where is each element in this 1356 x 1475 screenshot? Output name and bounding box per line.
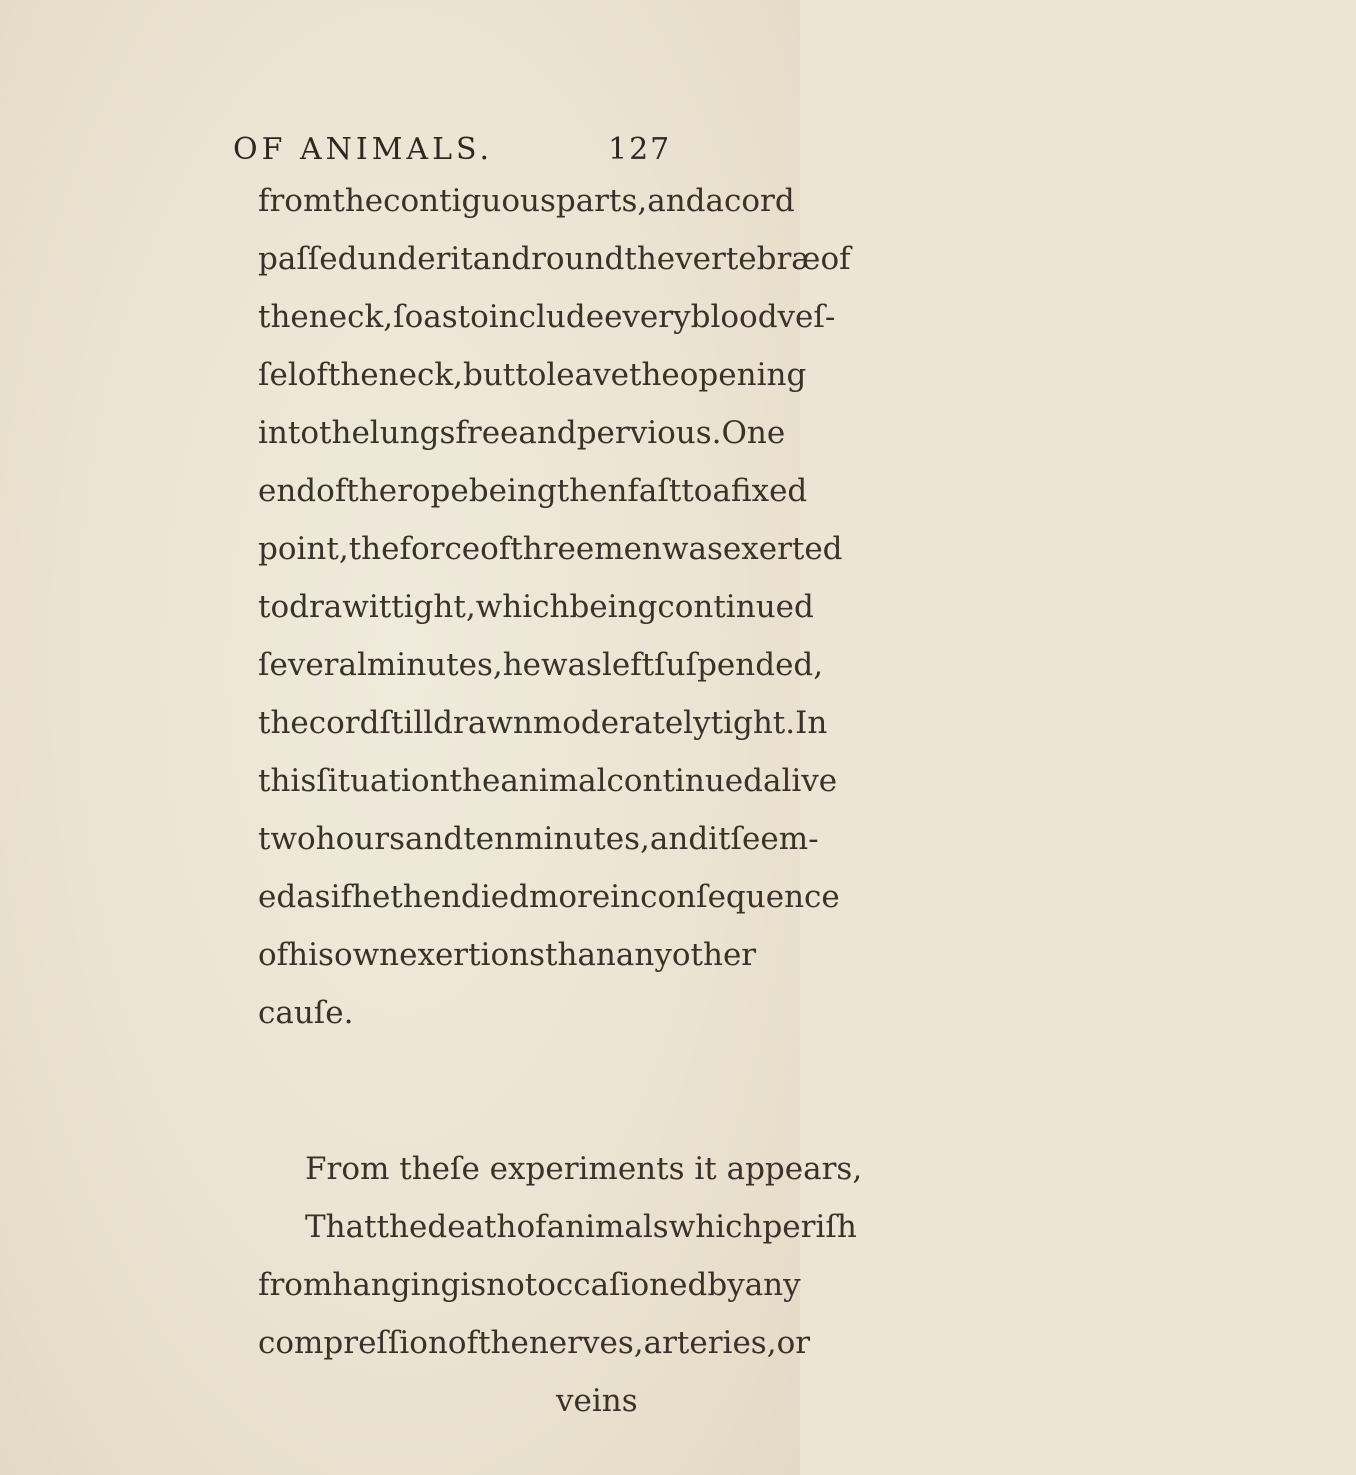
text-line (0, 346, 807, 404)
word: point, (258, 531, 349, 567)
word: vertebræ (675, 241, 821, 277)
word: to (515, 357, 547, 393)
word: and (472, 241, 532, 277)
word: under (357, 241, 451, 277)
text-line (0, 868, 840, 926)
word: faſt (627, 473, 682, 509)
word: other (671, 937, 757, 973)
word: blood (690, 299, 778, 335)
word: parts, (555, 183, 648, 219)
word: this (258, 763, 317, 799)
word: men (594, 531, 662, 567)
word: hanging (332, 1267, 461, 1303)
word: he (351, 879, 391, 915)
word: rope (397, 473, 469, 509)
page-number: 127 (608, 132, 672, 167)
word: One (721, 415, 786, 451)
word: contiguous (383, 183, 556, 219)
word: and (647, 183, 706, 219)
word: paſſed (258, 241, 358, 277)
text-line (0, 288, 836, 346)
word: periſh (762, 1209, 857, 1245)
word: his (288, 937, 334, 973)
word: from (258, 1267, 333, 1303)
word: into (258, 415, 320, 451)
word: own (333, 937, 400, 973)
word: ſtill (379, 705, 434, 741)
word: as (296, 879, 331, 915)
word: then (556, 473, 628, 509)
word: force (399, 531, 481, 567)
text-line (0, 810, 819, 868)
word: veſ- (777, 299, 836, 335)
word: the (346, 473, 398, 509)
word: being (569, 589, 658, 625)
word: ſo (393, 299, 424, 335)
word: which (668, 1209, 763, 1245)
catchword: veins (556, 1383, 638, 1419)
word: That (305, 1209, 377, 1245)
word: to (457, 299, 489, 335)
word: tight, (391, 589, 476, 625)
word: a (712, 473, 731, 509)
word: exertions (399, 937, 546, 973)
word: and (404, 821, 464, 857)
word: the (258, 299, 309, 335)
word: animals (546, 1209, 669, 1245)
word: which (475, 589, 570, 625)
word: was (661, 531, 723, 567)
text-line (0, 752, 838, 810)
word: the (348, 531, 400, 567)
word: the (624, 241, 676, 277)
word: in (610, 879, 641, 915)
word: died (461, 879, 529, 915)
word: opening (679, 357, 807, 393)
text-line (0, 404, 800, 462)
word: ſituation (316, 763, 450, 799)
word: minutes, (514, 821, 650, 857)
word: ſel (258, 357, 298, 393)
word: neck, (378, 357, 463, 393)
word: occaſioned (537, 1267, 708, 1303)
word: a (705, 183, 725, 219)
word: the (258, 705, 309, 741)
word: is (460, 1267, 487, 1303)
word: cord (308, 705, 380, 741)
word: more (528, 879, 611, 915)
word: then (390, 879, 462, 915)
word: it (450, 241, 473, 277)
word: include (488, 299, 605, 335)
word: the (628, 357, 680, 393)
word: hours (315, 821, 405, 857)
word: two (258, 821, 316, 857)
text-line (0, 636, 824, 694)
word: round (531, 241, 625, 277)
word: draw (289, 589, 369, 625)
word: alive (762, 763, 838, 799)
text-line (0, 520, 843, 578)
word: nerves, (528, 1325, 644, 1361)
word: it (368, 589, 392, 625)
word: minutes, (366, 647, 503, 683)
word: any (744, 1267, 801, 1303)
word: than (545, 937, 616, 973)
word: drawn (433, 705, 533, 741)
word: arteries, (643, 1325, 777, 1361)
word: In (795, 705, 828, 741)
word: of (820, 241, 851, 277)
text-line (0, 462, 808, 520)
word: being (468, 473, 557, 509)
text-line (0, 1314, 811, 1372)
text-line (0, 1256, 800, 1314)
text-line: From theſe experiments it appears, (305, 1151, 863, 1187)
word: any (615, 937, 672, 973)
word: ſuſpended, (654, 647, 824, 683)
word: and (649, 821, 709, 857)
word: tight. (710, 705, 796, 741)
text-line (0, 1198, 857, 1256)
word: and (518, 415, 577, 451)
text-line (0, 926, 800, 984)
word: or (776, 1325, 811, 1361)
text-line (0, 694, 828, 752)
text-line (0, 578, 814, 636)
word: cord (724, 183, 795, 219)
word: every (604, 299, 691, 335)
word: death (427, 1209, 517, 1245)
word: animal (500, 763, 607, 799)
word: as (423, 299, 458, 335)
word: continued (657, 589, 814, 625)
word: ed (258, 879, 297, 915)
word: of (516, 1209, 547, 1245)
page-header (0, 128, 800, 168)
text-line-last: cauſe. (258, 995, 354, 1031)
word: pervious. (576, 415, 722, 451)
word: if (330, 879, 352, 915)
word: the (327, 357, 379, 393)
word: of (316, 473, 347, 509)
word: exerted (722, 531, 843, 567)
word: to (258, 589, 290, 625)
word: free (455, 415, 519, 451)
word: not (486, 1267, 538, 1303)
word: ſeveral (258, 647, 367, 683)
word: the (376, 1209, 428, 1245)
word: of (480, 531, 511, 567)
word: the (449, 763, 501, 799)
word: three (510, 531, 595, 567)
word: from (258, 183, 333, 219)
word: of (447, 1325, 479, 1361)
word: compreſſion (258, 1325, 448, 1361)
word: moderately (532, 705, 711, 741)
word: fixed (730, 473, 808, 509)
word: of (258, 937, 289, 973)
word: conſequence (640, 879, 840, 915)
word: the (478, 1325, 529, 1361)
text-line (0, 230, 851, 288)
word: he (502, 647, 542, 683)
word: continued (606, 763, 763, 799)
word: the (332, 183, 384, 219)
word: the (319, 415, 370, 451)
text-line (0, 172, 800, 230)
word: ſeem- (730, 821, 819, 857)
word: lungs (369, 415, 456, 451)
word: end (258, 473, 317, 509)
word: left (601, 647, 655, 683)
word: ten (463, 821, 515, 857)
word: to (681, 473, 713, 509)
word: neck, (308, 299, 394, 335)
word: leave (546, 357, 629, 393)
running-title: OF ANIMALS. (233, 132, 494, 167)
word: was (541, 647, 602, 683)
word: of (297, 357, 328, 393)
word: by (707, 1267, 745, 1303)
word: it (708, 821, 731, 857)
word: but (462, 357, 516, 393)
